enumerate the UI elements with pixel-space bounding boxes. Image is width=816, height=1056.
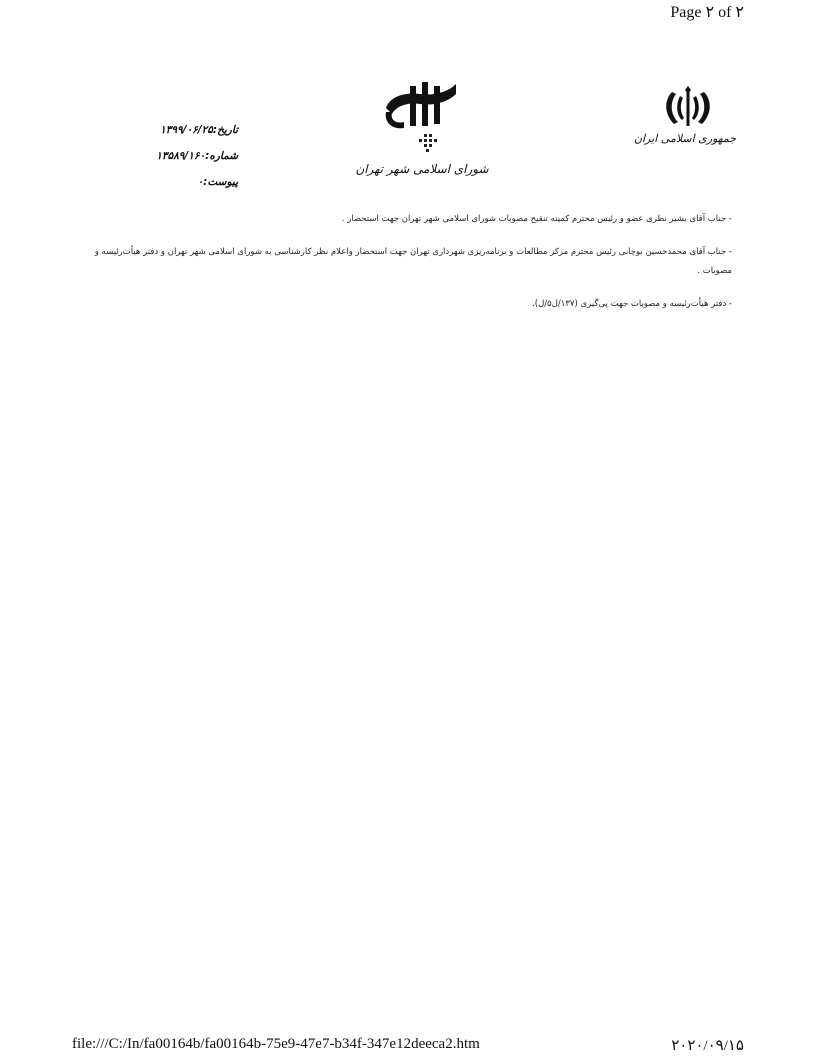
footer-file-path: file:///C:/In/fa00164b/fa00164b-75e9-47e7-b34f-347e12deeca2.htm (72, 1036, 480, 1052)
footer-date: ۲۰۲۰/۰۹/۱۵ (671, 1038, 744, 1054)
council-logo-text: شورای اسلامی شهر تهران (355, 162, 489, 176)
letter-meta (128, 122, 238, 200)
letter-date: تاریخ:۱۳۹۹/۰۶/۲۵ (160, 124, 238, 136)
emblem-text: جمهوری اسلامی ایران (633, 132, 736, 145)
tehran-council-logo-icon (380, 78, 460, 164)
iran-emblem (633, 86, 736, 166)
recipients-list (84, 210, 732, 328)
letter-attachment: پیوست:۰ (197, 176, 238, 188)
letter-number: شماره:۱۳۵۸۹/۱۶۰ (156, 150, 238, 162)
tehran-council-logo (352, 78, 492, 196)
recipient-line: - جناب آقای بشیر نظری عضو و رئیس محترم کمیته تنقیح مصوبات شورای اسلامی شهر تهران جهت استحضار . (341, 214, 732, 224)
recipient-line: - دفتر هیأت‌رئیسه و مصوبات جهت پی‌گیری (۱۳۷/ل۵/ل). (532, 299, 732, 309)
page-number: Page ۲ of ۲ (670, 4, 744, 21)
iran-emblem-icon (664, 86, 712, 130)
recipient-line: - جناب آقای محمدحسین بوچانی رئیس محترم مرکز مطالعات و برنامه‌ریزی شهرداری تهران جهت استحضار واعلام نظر کارشناسی به شورای اسلامی شهر تهران و دفتر هیأت‌رئیسه و مصوبات . (94, 247, 732, 276)
